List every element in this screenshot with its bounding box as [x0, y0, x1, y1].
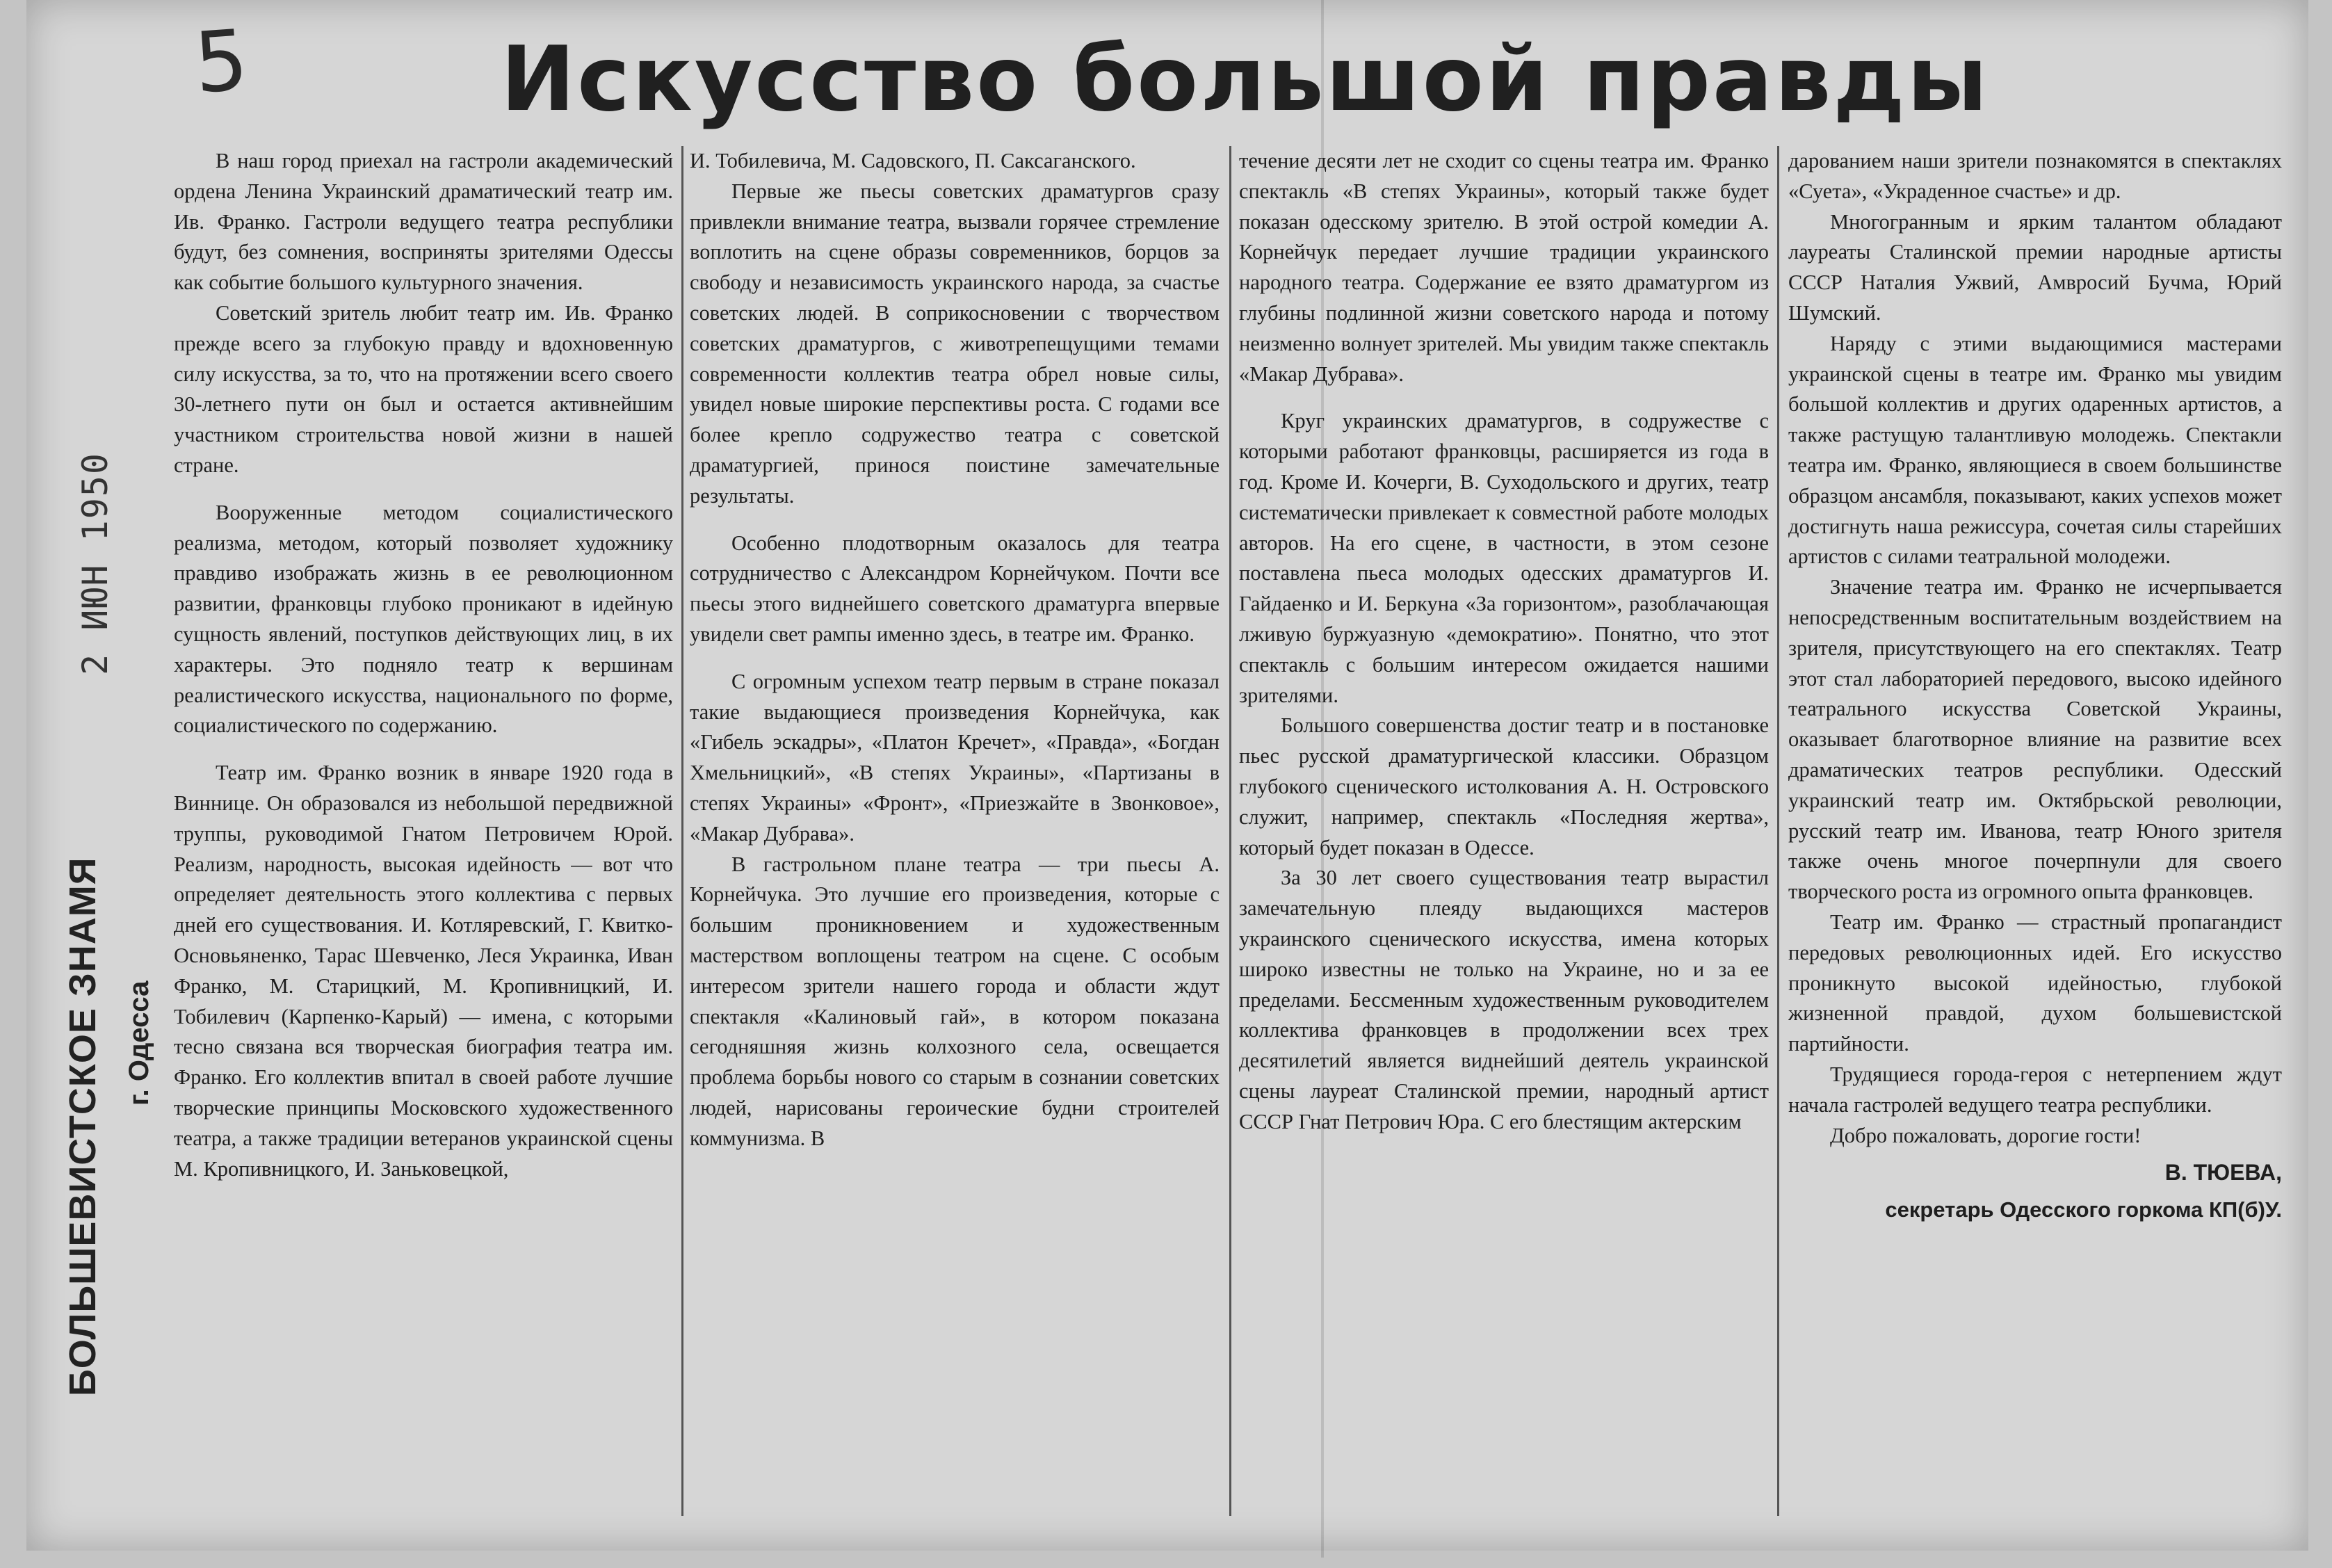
paragraph: Первые же пьесы советских драматургов сразу привлекли внимание театра, вызвали горячее стремление воплотить на сцене образы современников, борцов за свободу и независимость украинского народа, за счастье советских людей. В соприкосновении с творчеством советских драматургов, с животрепещущими темами современности коллектив театра обрел новые силы, увидел новые широкие перспективы роста. С годами все более крепло содружество театра с советской драматургией, принося поистине замечательные результаты. — [690, 179, 1220, 508]
paragraph: За 30 лет своего существования театр вырастил замечательную плеяду выдающихся мастеров украинского сценического искусства, имена которых широко известны не только на Украине, но и за ее пределами. Бессменным художественным руководителем коллектива франковцев в продолжении всех трех десятилетий является виднейший деятель украинской сцены лауреат Сталинской премии, народный артист СССР Гнат Петрович Юра. С его блестящим актерским — [1239, 866, 1769, 1133]
newspaper-name-stamp: БОЛЬШЕВИСТСКОЕ ЗНАМЯ — [62, 857, 104, 1396]
paragraph: Трудящиеся города-героя с нетерпением ждут начала гастролей ведущего театра республики. — [1788, 1062, 2282, 1117]
city-stamp: г. Одесса — [124, 980, 154, 1106]
paragraph: Значение театра им. Франко не исчерпывается непосредственным воспитательным воздействием на зрителя, присутствующего на его спектаклях. Театр этот стал лабораторией передового, высоко идейного театрального искусства Советской Украины, оказывает благотворное влияние на развитие всех драматических театров республики. Одесский украинский театр им. Октябрьской революции, русский театр им. Иванова, театр Юного зрителя также очень многое почерпнули для своего творческого роста из огромного опыта франковцев. — [1788, 575, 2282, 904]
handwritten-page-number: 5 — [191, 12, 252, 113]
paragraph: Особенно плодотворным оказалось для театра сотрудничество с Александром Корнейчуком. Почти все пьесы этого виднейшего советского драматурга впервые увидели свет рампы именно здесь, в театре им. Франко. — [690, 531, 1220, 646]
article-column-3 — [1239, 146, 1769, 1523]
paragraph: Театр им. Франко возник в январе 1920 года в Виннице. Он образовался из небольшой передвижной труппы, руководимой Гнатом Петровичем Юрой. Реализм, народность, высокая идейность — вот что определяет деятельность этого коллектива с первых дней его существования. И. Котляревский, Г. Квитко-Основьяненко, Тарас Шевченко, Леся Украинка, Иван Франко, М. Старицкий, М. Кропивницкий, И. Тобилевич (Карпенко-Карый) — имена, с которыми тесно связана вся творческая биография театра им. Франко. Его коллектив впитал в своей работе лучшие творческие принципы Московского художественного театра, а также традиции ветеранов украинской сцены М. Кропивницкого, И. Заньковецкой, — [174, 761, 673, 1181]
column-rule — [1229, 146, 1231, 1516]
column-rule — [1777, 146, 1779, 1516]
paragraph: В наш город приехал на гастроли академический ордена Ленина Украинский драматический театр им. Ив. Франко. Гастроли ведущего театра республики будут, без сомнения, восприняты зрителями Одессы как событие большого культурного значения. — [174, 149, 673, 295]
article-column-2 — [690, 146, 1220, 1523]
paragraph: течение десяти лет не сходит со сцены театра им. Франко спектакль «В степях Украины», который также будет показан одесскому зрителю. В этой острой комедии А. Корнейчук передает лучшие традиции украинского народного театра. Содержание ее взято драматургом из глубины подлинной жизни советского народа и потому неизменно волнует зрителей. Мы увидим также спектакль «Макар Дубрава». — [1239, 149, 1769, 386]
paragraph: С огромным успехом театр первым в стране показал такие выдающиеся произведения Корнейчука, как «Гибель эскадры», «Платон Кречет», «Правда», «Богдан Хмельницкий», «В степях Украины», «Партизаны в степях Украины» «Фронт», «Приезжайте в Звонковое», «Макар Дубрава». — [690, 669, 1220, 846]
paragraph: Большого совершенства достиг театр и в постановке пьес русской драматургической классики. Образцом глубокого сценического истолкования А. Н. Островского служит, например, спектакль «Последняя жертва», который будет показан в Одессе. — [1239, 713, 1769, 859]
paragraph: И. Тобилевича, М. Садовского, П. Саксаганского. — [690, 149, 1136, 172]
article-column-4 — [1788, 146, 2282, 1523]
author-role: секретарь Одесского горкома КП(б)У. — [1885, 1197, 2282, 1222]
paragraph: дарованием наши зрители познакомятся в спектаклях «Суета», «Украденное счастье» и др. — [1788, 149, 2282, 203]
date-stamp: 2 ИЮН 1950 — [75, 451, 115, 675]
article-headline: Искусство большой правды — [501, 28, 1990, 131]
paragraph: Круг украинских драматургов, в содружестве с которыми работают франковцы, расширяется из года в год. Кроме И. Кочерги, В. Суходольского и других, театр систематически привлекает к совместной работе молодых авторов. На его сцене, в частности, в этом сезоне поставлена пьеса молодых одесских драматургов И. Гайдаенко и И. Беркуна «За горизонтом», разоблачающая лживую буржуазную «демократию». Понятно, что этот спектакль с большим интересом ожидается нашими зрителями. — [1239, 409, 1769, 707]
paragraph: Многогранным и ярким талантом обладают лауреаты Сталинской премии народные артисты СССР Наталия Ужвий, Амвросий Бучма, Юрий Шумский. — [1788, 209, 2282, 325]
paragraph: Театр им. Франко — страстный пропагандист передовых революционных идей. Его искусство проникнуто высокой идейностью, глубокой жизненной правдой, духом большевистской партийности. — [1788, 910, 2282, 1056]
article-column-1 — [174, 146, 673, 1523]
paragraph: Добро пожаловать, дорогие гости! — [1830, 1123, 2141, 1147]
paragraph: Советский зритель любит театр им. Ив. Франко прежде всего за глубокую правду и вдохновенную силу искусства, за то, что на протяжении всего своего 30-летнего пути он был и остается активнейшим участником строительства новой жизни в нашей стране. — [174, 300, 673, 477]
paragraph: Наряду с этими выдающимися мастерами украинской сцены в театре им. Франко мы увидим большой коллектив и других одаренных артистов, а также растущую талантливую молодежь. Спектакли театра им. Франко, являющиеся в своем большинстве образцом ансамбля, показывают, каких успехов может достигнуть наша режиссура, сочетая силы старейших артистов с силами театральной молодежи. — [1788, 331, 2282, 569]
column-rule — [681, 146, 683, 1516]
paragraph: В гастрольном плане театра — три пьесы А. Корнейчука. Это лучшие его произведения, которые с большим проникновением и художественным мастерством воплощены театром на сцене. С особым интересом зрители нашего города и области ждут спектакля «Калиновый гай», в котором показана сегодняшняя жизнь колхозного села, освещается проблема борьбы нового со старым в сознании советских людей, нарисованы героические будни строителей коммунизма. В — [690, 852, 1220, 1150]
paragraph: Вооруженные методом социалистического реализма, методом, который позволяет художнику правдиво изображать жизнь в ее революционном развитии, франковцы глубоко проникают в идейную сущность явлений, поступков действующих лиц, в их характеры. Это подняло театр к вершинам реалистического искусства, национального по форме, социалистического по содержанию. — [174, 500, 673, 738]
author-signature: В. ТЮЕВА, — [2164, 1160, 2282, 1186]
